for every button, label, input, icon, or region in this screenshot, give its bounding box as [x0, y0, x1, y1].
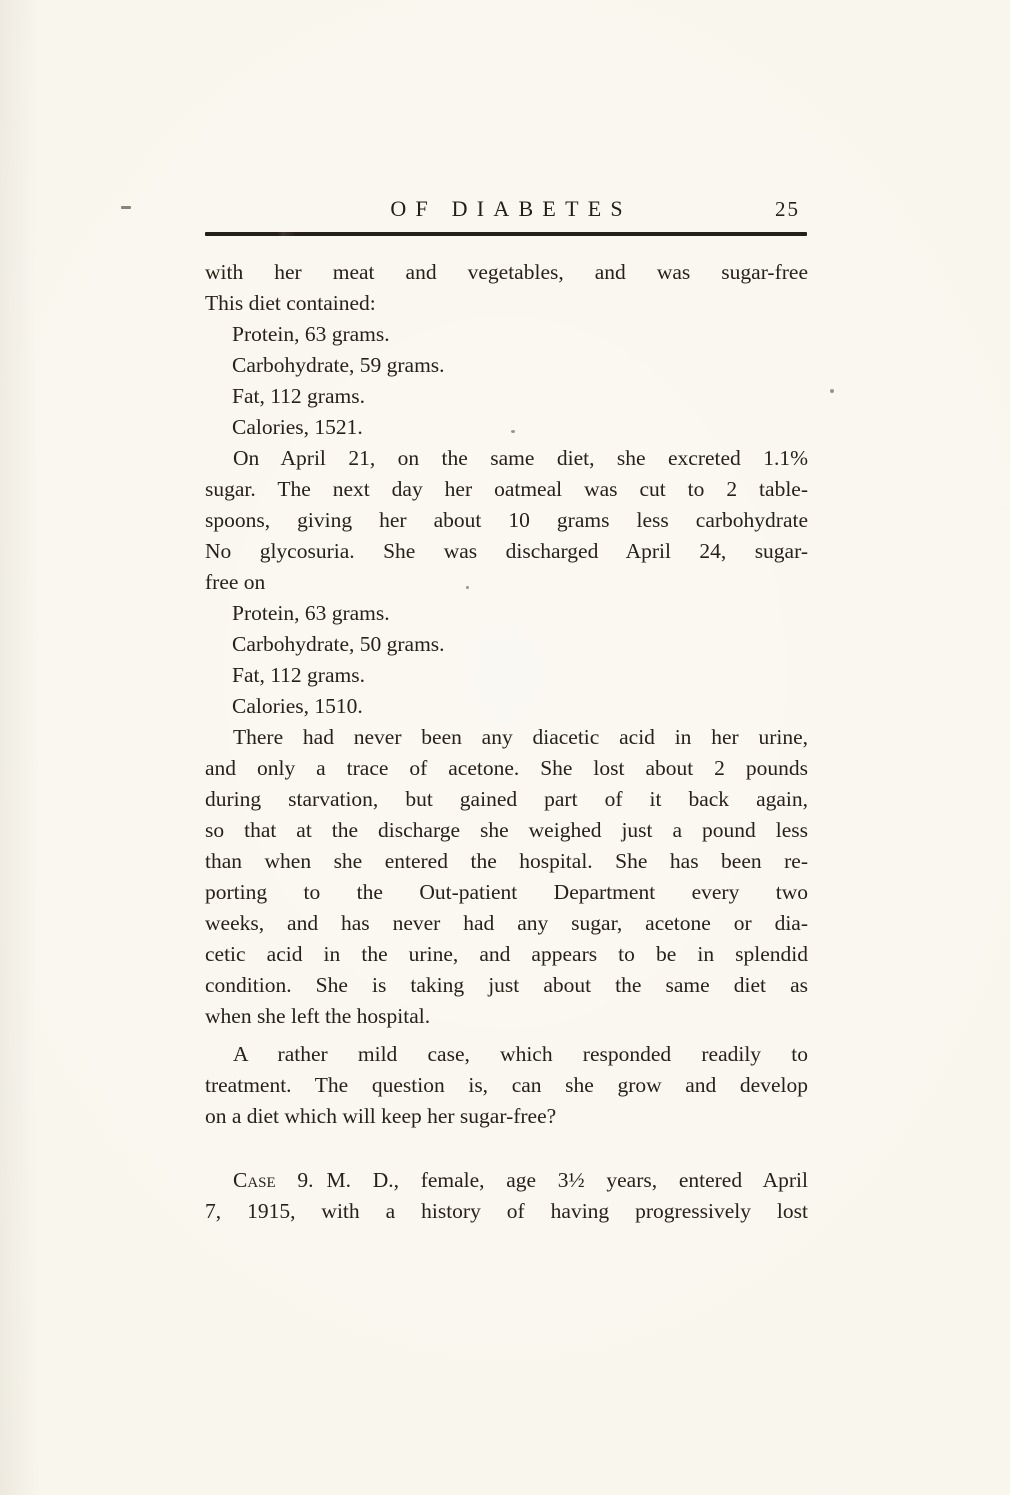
text-line: on a diet which will keep her sugar-free?	[205, 1104, 557, 1128]
case-9-paragraph	[205, 1165, 808, 1227]
text-line: Calories, 1521.	[232, 415, 363, 439]
text-line: treatment. The question is, can she grow and develop	[205, 1073, 808, 1097]
text-line: On April 21, on the same diet, she excreted 1.1%	[233, 446, 808, 470]
text-line: Carbohydrate, 50 grams.	[232, 632, 445, 656]
text-line: when she left the hospital.	[205, 1004, 431, 1028]
case-line-rest: M. D., female, age 3½ years, entered April	[326, 1168, 808, 1192]
text-line: No glycosuria. She was discharged April 24, sugar-	[205, 539, 808, 563]
text-line: weeks, and has never had any sugar, acetone or dia-	[205, 911, 808, 935]
paragraph-outcome	[205, 722, 808, 1032]
scan-speck	[830, 389, 834, 393]
text-line: Fat, 112 grams.	[232, 663, 365, 687]
text-line: with her meat and vegetables, and was sugar-free	[205, 260, 808, 284]
margin-mark	[121, 206, 131, 209]
paragraph-april-21	[205, 443, 808, 598]
text-line: 7, 1915, with a history of having progressively lost	[205, 1199, 808, 1223]
diet-list-1	[205, 319, 808, 443]
text-line: than when she entered the hospital. She has been re-	[205, 849, 808, 873]
case-label: Case 9.	[233, 1168, 314, 1192]
text-line: free on	[205, 570, 266, 594]
text-line: There had never been any diacetic acid in her urine,	[233, 725, 808, 749]
text-line: cetic acid in the urine, and appears to be in splendid	[205, 942, 808, 966]
page-number: 25	[775, 197, 800, 221]
text-line: Carbohydrate, 59 grams.	[232, 353, 445, 377]
text-line: so that at the discharge she weighed just a pound less	[205, 818, 808, 842]
text-line: Fat, 112 grams.	[232, 384, 365, 408]
text-line: This diet contained:	[205, 291, 376, 315]
text-line: Protein, 63 grams.	[232, 601, 390, 625]
paragraph-continuation	[205, 257, 808, 319]
diet-list-2	[205, 598, 808, 722]
text-line: porting to the Out-patient Department every two	[205, 880, 808, 904]
text-line: Protein, 63 grams.	[232, 322, 390, 346]
text-line: A rather mild case, which responded readily to	[233, 1042, 808, 1066]
text-line: spoons, giving her about 10 grams less carbohydrate	[205, 508, 808, 532]
text-line: during starvation, but gained part of it back again,	[205, 787, 808, 811]
paragraph-summary	[205, 1039, 808, 1132]
page-header	[205, 196, 808, 226]
text-line: condition. She is taking just about the same diet as	[205, 973, 808, 997]
running-title: OF DIABETES	[390, 196, 632, 221]
header-rule	[205, 232, 807, 236]
text-line: sugar. The next day her oatmeal was cut to 2 table-	[205, 477, 808, 501]
page-body	[205, 257, 808, 1227]
text-line: Calories, 1510.	[232, 694, 363, 718]
text-line: and only a trace of acetone. She lost about 2 pounds	[205, 756, 808, 780]
text-line	[205, 1165, 808, 1196]
